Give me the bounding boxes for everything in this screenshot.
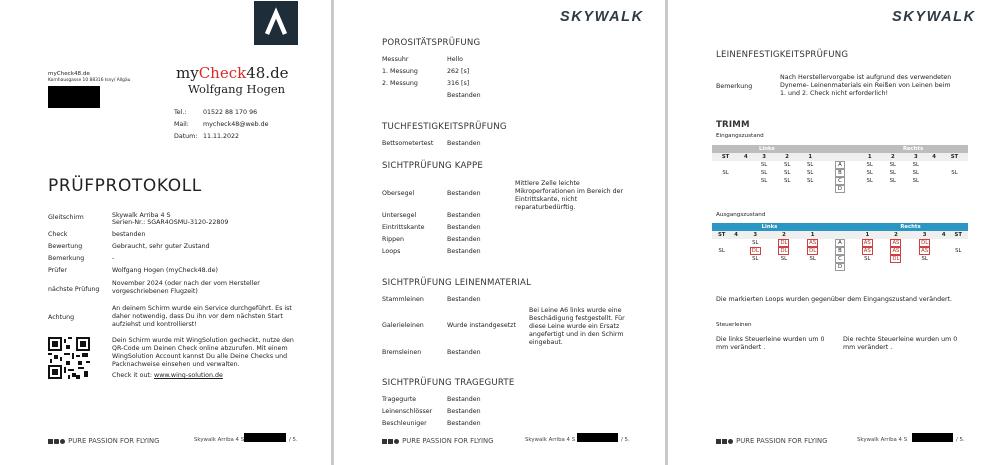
trim-cell-changed: AS <box>863 240 871 246</box>
row-value: Bestanden <box>447 248 481 255</box>
row-label: Rippen <box>382 236 404 243</box>
footer-slogan: PURE PASSION FOR FLYING <box>382 437 493 445</box>
row-label: Tragegurte <box>382 396 417 403</box>
line-number: 3 <box>904 153 927 161</box>
instagram-icon[interactable] <box>722 439 727 444</box>
remark-label: Bemerkung <box>716 83 753 90</box>
row-label: Loops <box>382 248 401 255</box>
row-label: 2. Messung <box>382 80 418 87</box>
date-value: 11.11.2022 <box>203 133 240 140</box>
row-label: Stammleinen <box>382 296 424 303</box>
redacted-serial <box>912 433 953 442</box>
trim-cell: SL <box>780 256 788 262</box>
skywalk-logo: SKYWALK <box>560 9 644 25</box>
trim-cell: SL <box>864 256 871 262</box>
instagram-icon[interactable] <box>54 439 59 444</box>
row-value: Bestanden <box>447 408 481 415</box>
tel-label: Tel.: <box>174 109 187 116</box>
row-letter: D <box>835 185 845 193</box>
qr-code-icon[interactable] <box>48 337 90 379</box>
report-page-3 <box>668 0 999 465</box>
row-value: - <box>112 255 115 262</box>
trim-cell: SL <box>752 240 759 246</box>
brand-logo <box>254 1 298 45</box>
st-label: ST <box>941 153 968 161</box>
wing-solution-link[interactable]: www.wing-solution.de <box>154 372 223 379</box>
row-label: Prüfer <box>48 267 67 274</box>
row-value: Bestanden <box>447 140 481 147</box>
trim-cell: SL <box>807 170 814 176</box>
row-letter: C <box>835 255 845 263</box>
row-label: Bremsleinen <box>382 349 422 356</box>
row-label: Achtung <box>48 314 75 321</box>
row-value: 316 [s] <box>447 80 470 87</box>
footer-page: / 5. <box>621 437 630 443</box>
trim-cell: SL <box>760 178 768 184</box>
section-title: LEINENFESTIGKEITSPRÜFUNG <box>716 50 849 60</box>
row-value: Serien-Nr.: SGAR4OSMU-3120-22809 <box>112 219 229 226</box>
trim-cell: SL <box>752 256 759 262</box>
youtube-icon[interactable] <box>394 439 399 444</box>
instagram-icon[interactable] <box>388 439 393 444</box>
row-value: Bestanden <box>447 420 481 427</box>
row-label: Gleitschirm <box>48 214 84 221</box>
report-page-2 <box>334 0 665 465</box>
sl-label: SL <box>951 170 958 176</box>
row-label: Beschleuniger <box>382 420 427 427</box>
line-number: 4 <box>927 153 940 161</box>
trim-cell: SL <box>866 162 873 168</box>
row-value: Bestanden <box>447 190 481 197</box>
steering-right-note: Die rechte Steuerleine wurden um 0 mm verändert . <box>843 336 958 351</box>
row-label: Eintrittskante <box>382 224 425 231</box>
trim-cell: SL <box>807 162 814 168</box>
row-value: Skywalk Arriba 4 S <box>112 212 171 219</box>
trim-cell: SL <box>809 256 816 262</box>
trim-cell: SL <box>889 178 896 184</box>
line-number: 1 <box>853 231 882 239</box>
line-number: 1 <box>798 231 827 239</box>
mail-value: mycheck48@web.de <box>203 121 269 128</box>
facebook-icon[interactable] <box>716 439 721 444</box>
row-value: Bestanden <box>447 236 481 243</box>
row-label: Galerieleinen <box>382 322 424 329</box>
line-number: 4 <box>939 231 949 239</box>
row-label: Obersegel <box>382 190 415 197</box>
row-letter: A <box>835 239 845 247</box>
line-number: 2 <box>776 153 799 161</box>
entry-state-label: Eingangszustand <box>716 133 764 139</box>
mail-label: Mail: <box>174 121 189 128</box>
redacted-address <box>48 86 100 108</box>
row-letter: B <box>835 169 845 177</box>
footer-model: Skywalk Arriba 4 S <box>194 437 245 443</box>
st-label: ST <box>712 153 739 161</box>
trim-title: TRIMM <box>716 120 750 130</box>
row-letter: D <box>835 263 845 271</box>
row-value: bestanden <box>112 231 146 238</box>
trim-cell: SL <box>760 170 768 176</box>
trim-cell: SL <box>807 178 814 184</box>
check-it-out: Check it out: www.wing-solution.de <box>112 372 223 379</box>
section-title: SICHTPRÜFUNG KAPPE <box>382 161 483 171</box>
date-label: Datum: <box>174 133 198 140</box>
links-header: Links <box>712 223 827 231</box>
document-title: PRÜFPROTOKOLL <box>48 176 202 196</box>
trim-cell-changed: AS <box>863 248 871 254</box>
trim-table-in <box>712 145 968 193</box>
line-number: 1 <box>799 153 822 161</box>
trim-cell-changed: AS <box>809 240 817 246</box>
section-title: SICHTPRÜFUNG LEINENMATERIAL <box>382 278 532 288</box>
trim-cell: SL <box>889 170 896 176</box>
section-title: POROSITÄTSPRÜFUNG <box>382 38 481 48</box>
sl-label: SL <box>955 248 962 254</box>
redacted-serial <box>577 433 618 442</box>
section-title: SICHTPRÜFUNG TRAGEGURTE <box>382 378 515 388</box>
trim-cell: SL <box>866 178 873 184</box>
report-page-1 <box>0 0 331 465</box>
line-number: 1 <box>858 153 881 161</box>
redacted-serial <box>244 433 286 442</box>
row-label: Untersegel <box>382 212 417 219</box>
trim-table-out <box>712 223 968 271</box>
row-value: Bestanden <box>447 396 481 403</box>
line-number: 4 <box>731 231 741 239</box>
trim-cell: SL <box>921 256 928 262</box>
trim-cell-changed: DL <box>809 248 817 254</box>
row-value: Wurde instandgesetzt <box>447 322 516 329</box>
youtube-icon[interactable] <box>60 439 65 444</box>
tel-value: 01522 88 170 96 <box>203 109 258 116</box>
lines-note: Bei Leine A6 links wurde eine Beschädigung festgestellt. Für diese Leine wurde ein Ersatz angefertigt und in den Schirm eingebaut. <box>529 307 625 346</box>
trim-cell-changed: AS <box>921 248 929 254</box>
row-value: Bestanden <box>447 212 481 219</box>
row-label: Bemerkung <box>48 255 85 262</box>
row-value: Bestanden <box>447 349 481 356</box>
row-label: 1. Messung <box>382 68 418 75</box>
sender-address: Kornhausgasse 10 88316 Isny/ Allgäu <box>48 78 131 83</box>
trim-cell-changed: DL <box>780 240 788 246</box>
facebook-icon[interactable] <box>382 439 387 444</box>
line-number: 3 <box>753 153 776 161</box>
row-value: An deinem Schirm wurde ein Service durchgeführt. Es ist daher notwendig, dass Du ihn vor dem nächsten Start aufziehst und kontrollierst! <box>112 305 292 328</box>
row-value: Bestanden <box>447 224 481 231</box>
row-label: Leinenschlösser <box>382 408 433 415</box>
rechts-header: Rechts <box>858 145 968 153</box>
facebook-icon[interactable] <box>48 439 53 444</box>
footer-slogan: PURE PASSION FOR FLYING <box>716 437 827 445</box>
sl-label: SL <box>722 170 729 176</box>
trim-cell: SL <box>912 170 919 176</box>
st-label: ST <box>712 231 731 239</box>
footer-page: / 5. <box>289 437 298 443</box>
line-number: 2 <box>881 153 904 161</box>
row-label: Bewertung <box>48 243 83 250</box>
skywalk-logo: SKYWALK <box>892 9 976 25</box>
row-label: nächste Prüfung <box>48 286 100 293</box>
row-letter: C <box>835 177 845 185</box>
exit-state-label: Ausgangszustand <box>716 212 766 218</box>
trim-cell-changed: AS <box>892 248 900 254</box>
trim-cell: SL <box>912 178 919 184</box>
row-value: Hello <box>447 56 463 63</box>
steering-left-note: Die links Steuerleine wurden um 0 mm verändert . <box>716 336 825 351</box>
steering-lines-title: Steuerleinen <box>716 322 752 328</box>
footer-slogan: PURE PASSION FOR FLYING <box>48 437 159 445</box>
trim-cell-changed: DL <box>780 248 788 254</box>
qr-explanation: Dein Schirm wurde mit WingSolution gecheckt, nutze den QR-Code um Deinen Check online abzurufen. Mit einem WingSolution Account kannst Du alle Deine Checks und Packnachweise einsehen und verwalten. <box>112 337 294 368</box>
trim-cell: SL <box>889 162 896 168</box>
rechts-header: Rechts <box>853 223 968 231</box>
line-number: 3 <box>910 231 939 239</box>
links-header: Links <box>712 145 822 153</box>
mycheck-logo: myCheck48.de <box>176 64 289 82</box>
trim-cell-changed: AS <box>892 240 900 246</box>
sl-label: SL <box>718 248 725 254</box>
line-number: 3 <box>741 231 770 239</box>
canopy-note: Mittlere Zelle leichte Mikroperforationen im Bereich der Eintrittskante, nicht reparaturbedürftig. <box>515 180 624 211</box>
line-number: 2 <box>770 231 799 239</box>
row-value: Bestanden <box>447 296 481 303</box>
row-label: Check <box>48 231 68 238</box>
line-number: 2 <box>882 231 911 239</box>
st-label: ST <box>949 231 968 239</box>
row-letter: B <box>835 247 845 255</box>
trim-cell: SL <box>783 170 791 176</box>
footer-model: Skywalk Arriba 4 S <box>525 437 576 443</box>
footer-model: Skywalk Arriba 4 S <box>857 437 908 443</box>
trim-cell: SL <box>760 162 768 168</box>
row-value: Bestanden <box>447 92 481 99</box>
row-label: Messuhr <box>382 56 409 63</box>
remark-text: Nach Herstellervorgabe ist aufgrund des verwendeten Dyneme- Leinenmaterials ein Reißen von Leinen beim 1. und 2. Check nicht erforderlich! <box>780 74 952 97</box>
row-value: Gebraucht, sehr guter Zustand <box>112 243 210 250</box>
sender-name: myCheck48.de <box>48 71 90 77</box>
row-value: November 2024 (oder nach der vom Hersteller vorgeschriebenen Flugzeit) <box>112 280 260 295</box>
row-label: Bettsometertest <box>382 140 434 147</box>
trim-cell: SL <box>912 162 919 168</box>
row-letter: A <box>835 161 845 169</box>
trim-cell-changed: DL <box>892 256 900 262</box>
row-value: Wolfgang Hogen (myCheck48.de) <box>112 267 219 274</box>
loops-note: Die markierten Loops wurden gegenüber dem Eingangszustand verändert. <box>716 296 953 303</box>
trim-cell-changed: DL <box>751 248 759 254</box>
youtube-icon[interactable] <box>728 439 733 444</box>
inspector-name: Wolfgang Hogen <box>188 82 286 96</box>
trim-cell: SL <box>783 162 791 168</box>
trim-cell: SL <box>783 178 791 184</box>
footer-page: / 5. <box>956 437 965 443</box>
section-title: TUCHFESTIGKEITSPRÜFUNG <box>382 122 507 132</box>
trim-cell-changed: DL <box>921 240 929 246</box>
trim-cell: SL <box>866 170 873 176</box>
row-value: 262 [s] <box>447 68 470 75</box>
line-number: 4 <box>739 153 752 161</box>
